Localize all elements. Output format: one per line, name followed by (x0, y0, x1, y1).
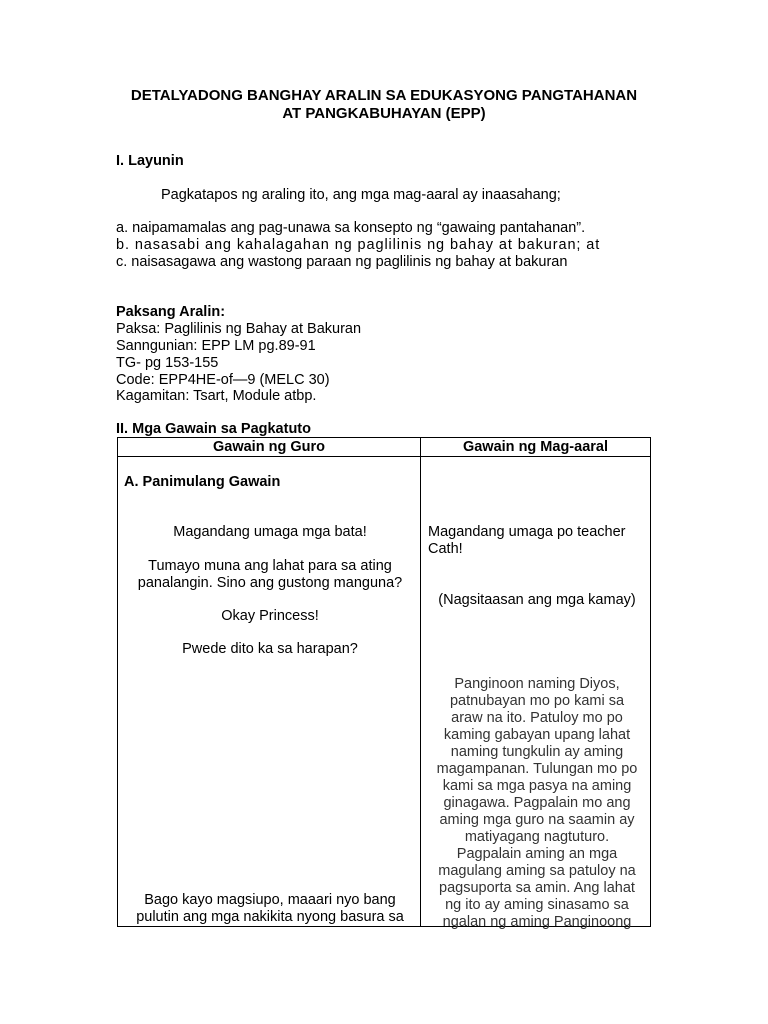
prayer-line: Panginoon naming Diyos, (454, 676, 620, 692)
table-header-divider (118, 456, 650, 457)
teacher-okay: Okay Princess! (221, 608, 319, 624)
objective-a: a. naipamamalas ang pag-unawa sa konsepto ng “gawaing pantahanan”. (116, 220, 586, 236)
student-prayer (424, 676, 650, 931)
prayer-line: magulang aming sa patuloy na (438, 863, 636, 879)
table-column-divider (420, 438, 421, 926)
prayer-line: Pagpalain aming an mga (456, 846, 618, 862)
layunin-intro: Pagkatapos ng araling ito, ang mga mag-aaral ay inaasahang; (161, 187, 561, 203)
prayer-line: magampanan. Tulungan mo po (436, 761, 638, 777)
teacher-trash-instruction (122, 892, 418, 926)
tg-line: TG- pg 153-155 (116, 355, 219, 371)
prayer-line: patnubayan mo po kami sa (449, 693, 625, 709)
prayer-line: ngalan ng aming Panginoong (442, 914, 632, 930)
teacher-prayer-call-line-2: panalangin. Sino ang gustong manguna? (137, 575, 403, 591)
column-header-teacher: Gawain ng Guro (213, 439, 325, 455)
prayer-line: naming tungkulin ay aming (450, 744, 624, 760)
prayer-line: kami sa mga pasya na aming (442, 778, 632, 794)
teacher-trash-line-1: Bago kayo magsiupo, maaari nyo bang (144, 892, 396, 908)
column-header-student: Gawain ng Mag-aaral (462, 439, 609, 455)
prayer-line: pagsuporta sa amin. Ang lahat (439, 880, 635, 896)
prayer-line: kaming gabayan upang lahat (443, 727, 631, 743)
code-line: Code: EPP4HE-of—9 (MELC 30) (116, 372, 330, 388)
title-line-2: AT PANGKABUHAYAN (EPP) (282, 105, 486, 122)
objective-c: c. naisasagawa ang wastong paraan ng paglilinis ng bahay at bakuran (116, 254, 568, 270)
prayer-line: ginagawa. Pagpalain mo ang (443, 795, 631, 811)
student-raise-hands: (Nagsitaasan ang mga kamay) (438, 592, 636, 608)
prayer-line: araw na ito. Patuloy mo po (451, 710, 623, 726)
prayer-line: matiyagang nagtuturo. (464, 829, 610, 845)
sanggunian-line: Sanngunian: EPP LM pg.89-91 (116, 338, 316, 354)
teacher-trash-line-2: pulutin ang mga nakikita nyong basura sa (136, 909, 404, 925)
objective-b: b. nasasabi ang kahalagahan ng paglilinis ng bahay at bakuran; at (116, 237, 601, 253)
prayer-line: aming mga guro na saamin ay (439, 812, 635, 828)
section-panimulang-gawain: A. Panimulang Gawain (124, 474, 281, 490)
section-heading-layunin: I. Layunin (116, 153, 184, 169)
teacher-greeting: Magandang umaga mga bata! (173, 524, 367, 540)
student-greeting: Magandang umaga po teacher Cath! (428, 524, 626, 557)
section-heading-paksang-aralin: Paksang Aralin: (116, 304, 226, 320)
section-heading-gawain: II. Mga Gawain sa Pagkatuto (116, 421, 311, 437)
title-line-1: DETALYADONG BANGHAY ARALIN SA EDUKASYONG PANGTAHANAN (130, 87, 638, 104)
prayer-line: ng ito ay aming sinasamo sa (445, 897, 629, 913)
activities-table (117, 437, 651, 930)
paksa-line: Paksa: Paglilinis ng Bahay at Bakuran (116, 321, 362, 337)
document-title (0, 87, 768, 123)
teacher-prayer-call-line-1: Tumayo muna ang lahat para sa ating (148, 558, 392, 574)
teacher-front: Pwede dito ka sa harapan? (182, 641, 358, 657)
kagamitan-line: Kagamitan: Tsart, Module atbp. (116, 388, 317, 404)
teacher-prayer-call (122, 558, 418, 592)
